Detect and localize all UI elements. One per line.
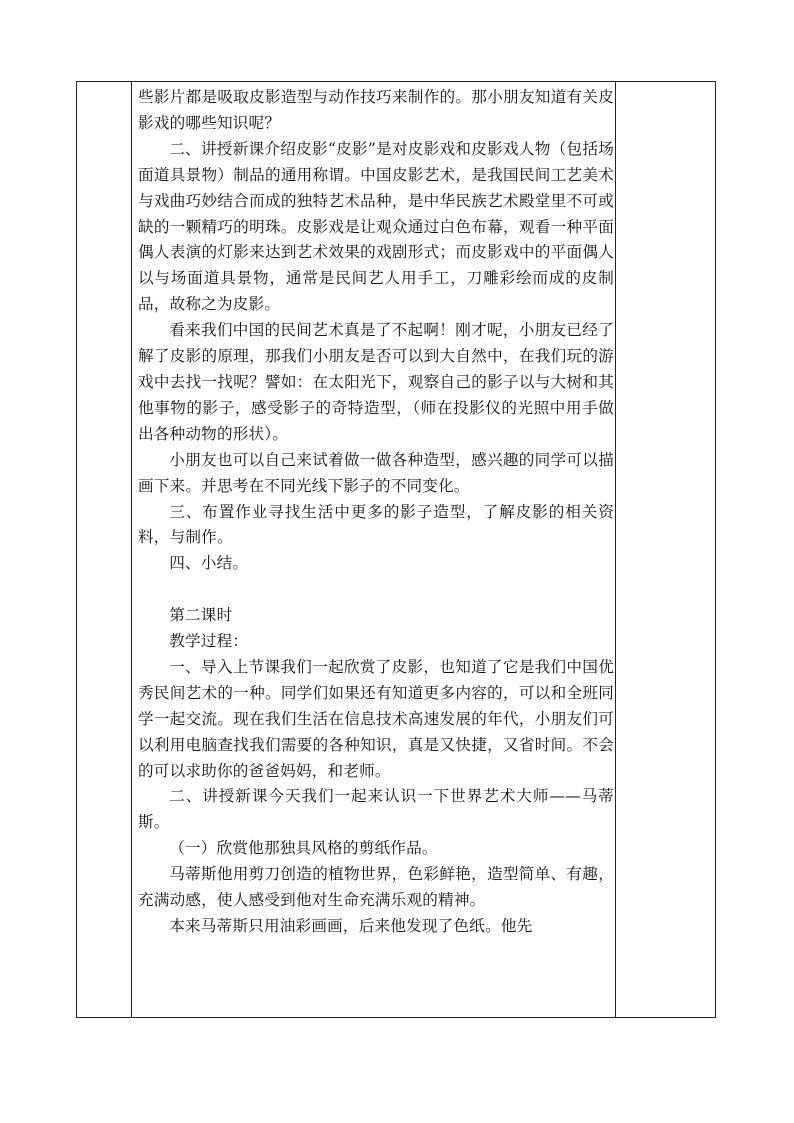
paragraph-summary: 四、小结。 — [169, 554, 249, 573]
table-column-divider-left — [131, 82, 132, 1017]
paragraph-continuation: 些影片都是吸取皮影造型与动作技巧来制作的。那小朋友知道有关皮影戏的哪些知识呢？ — [138, 88, 614, 132]
paragraph-introduction: 一、导入上节课我们一起欣赏了皮影，也知道了它是我们中国优秀民间艺术的一种。同学们如果还有知道更多内容的，可以和全班同学一起交流。现在我们生活在信息技术高速发展的年代，小朋友们可以利用电脑查找我们需要的各种知识，真是又快捷，又省时间。不会的可以求助你的爸爸妈妈，和老师。 — [138, 657, 614, 780]
paragraph-homework: 三、布置作业寻找生活中更多的影子造型，了解皮影的相关资料，与制作。 — [138, 502, 614, 547]
paragraph-matisse-intro: 二、讲授新课今天我们一起来认识一下世界艺术大师——马蒂斯。 — [138, 787, 614, 832]
paragraph-oil-to-paper: 本来马蒂斯只用油彩画画，后来他发现了色纸。他先 — [169, 916, 533, 935]
paragraph-plant-world: 马蒂斯他用剪刀创造的植物世界，色彩鲜艳，造型简单、有趣，充满动感，使人感受到他对生命充满乐观的精神。 — [138, 865, 614, 910]
lesson-content-cell — [138, 85, 614, 940]
paragraph-folk-art-shadows: 看来我们中国的民间艺术真是了不起啊！刚才呢，小朋友已经了解了皮影的原理，那我们小朋友是否可以到大自然中，在我们玩的游戏中去找一找呢？譬如：在太阳光下，观察自己的影子以与大树和其他事物的影子，感受影子的奇特造型，（师在投影仪的光照中用手做出各种动物的形状）。 — [138, 321, 614, 443]
blank-line — [138, 577, 614, 603]
second-lesson-heading: 第二课时 — [169, 606, 233, 625]
table-column-divider-right — [615, 82, 616, 1017]
paragraph-try-shapes: 小朋友也可以自己来试着做一做各种造型，感兴趣的同学可以描画下来。并思考在不同光线下影子的不同变化。 — [138, 450, 614, 495]
paragraph-new-lesson-shadow-puppetry: 二、讲授新课介绍皮影“皮影”是对皮影戏和皮影戏人物（包括场面道具景物）制品的通用称谓。中国皮影艺术，是我国民间工艺美术与戏曲巧妙结合而成的独特艺术品种，是中华民族艺术殿堂里不可或缺的一颗精巧的明珠。皮影戏是让观众通过白色布幕，观看一种平面偶人表演的灯影来达到艺术效果的戏剧形式；而皮影戏中的平面偶人以与场面道具景物，通常是民间艺人用手工，刀雕彩绘而成的皮制品，故称之为皮影。 — [138, 139, 614, 314]
paragraph-paper-cut-appreciation: （一）欣赏他那独具风格的剪纸作品。 — [169, 839, 438, 858]
teaching-process-heading: 教学过程： — [169, 632, 249, 651]
lesson-table — [76, 81, 716, 1018]
